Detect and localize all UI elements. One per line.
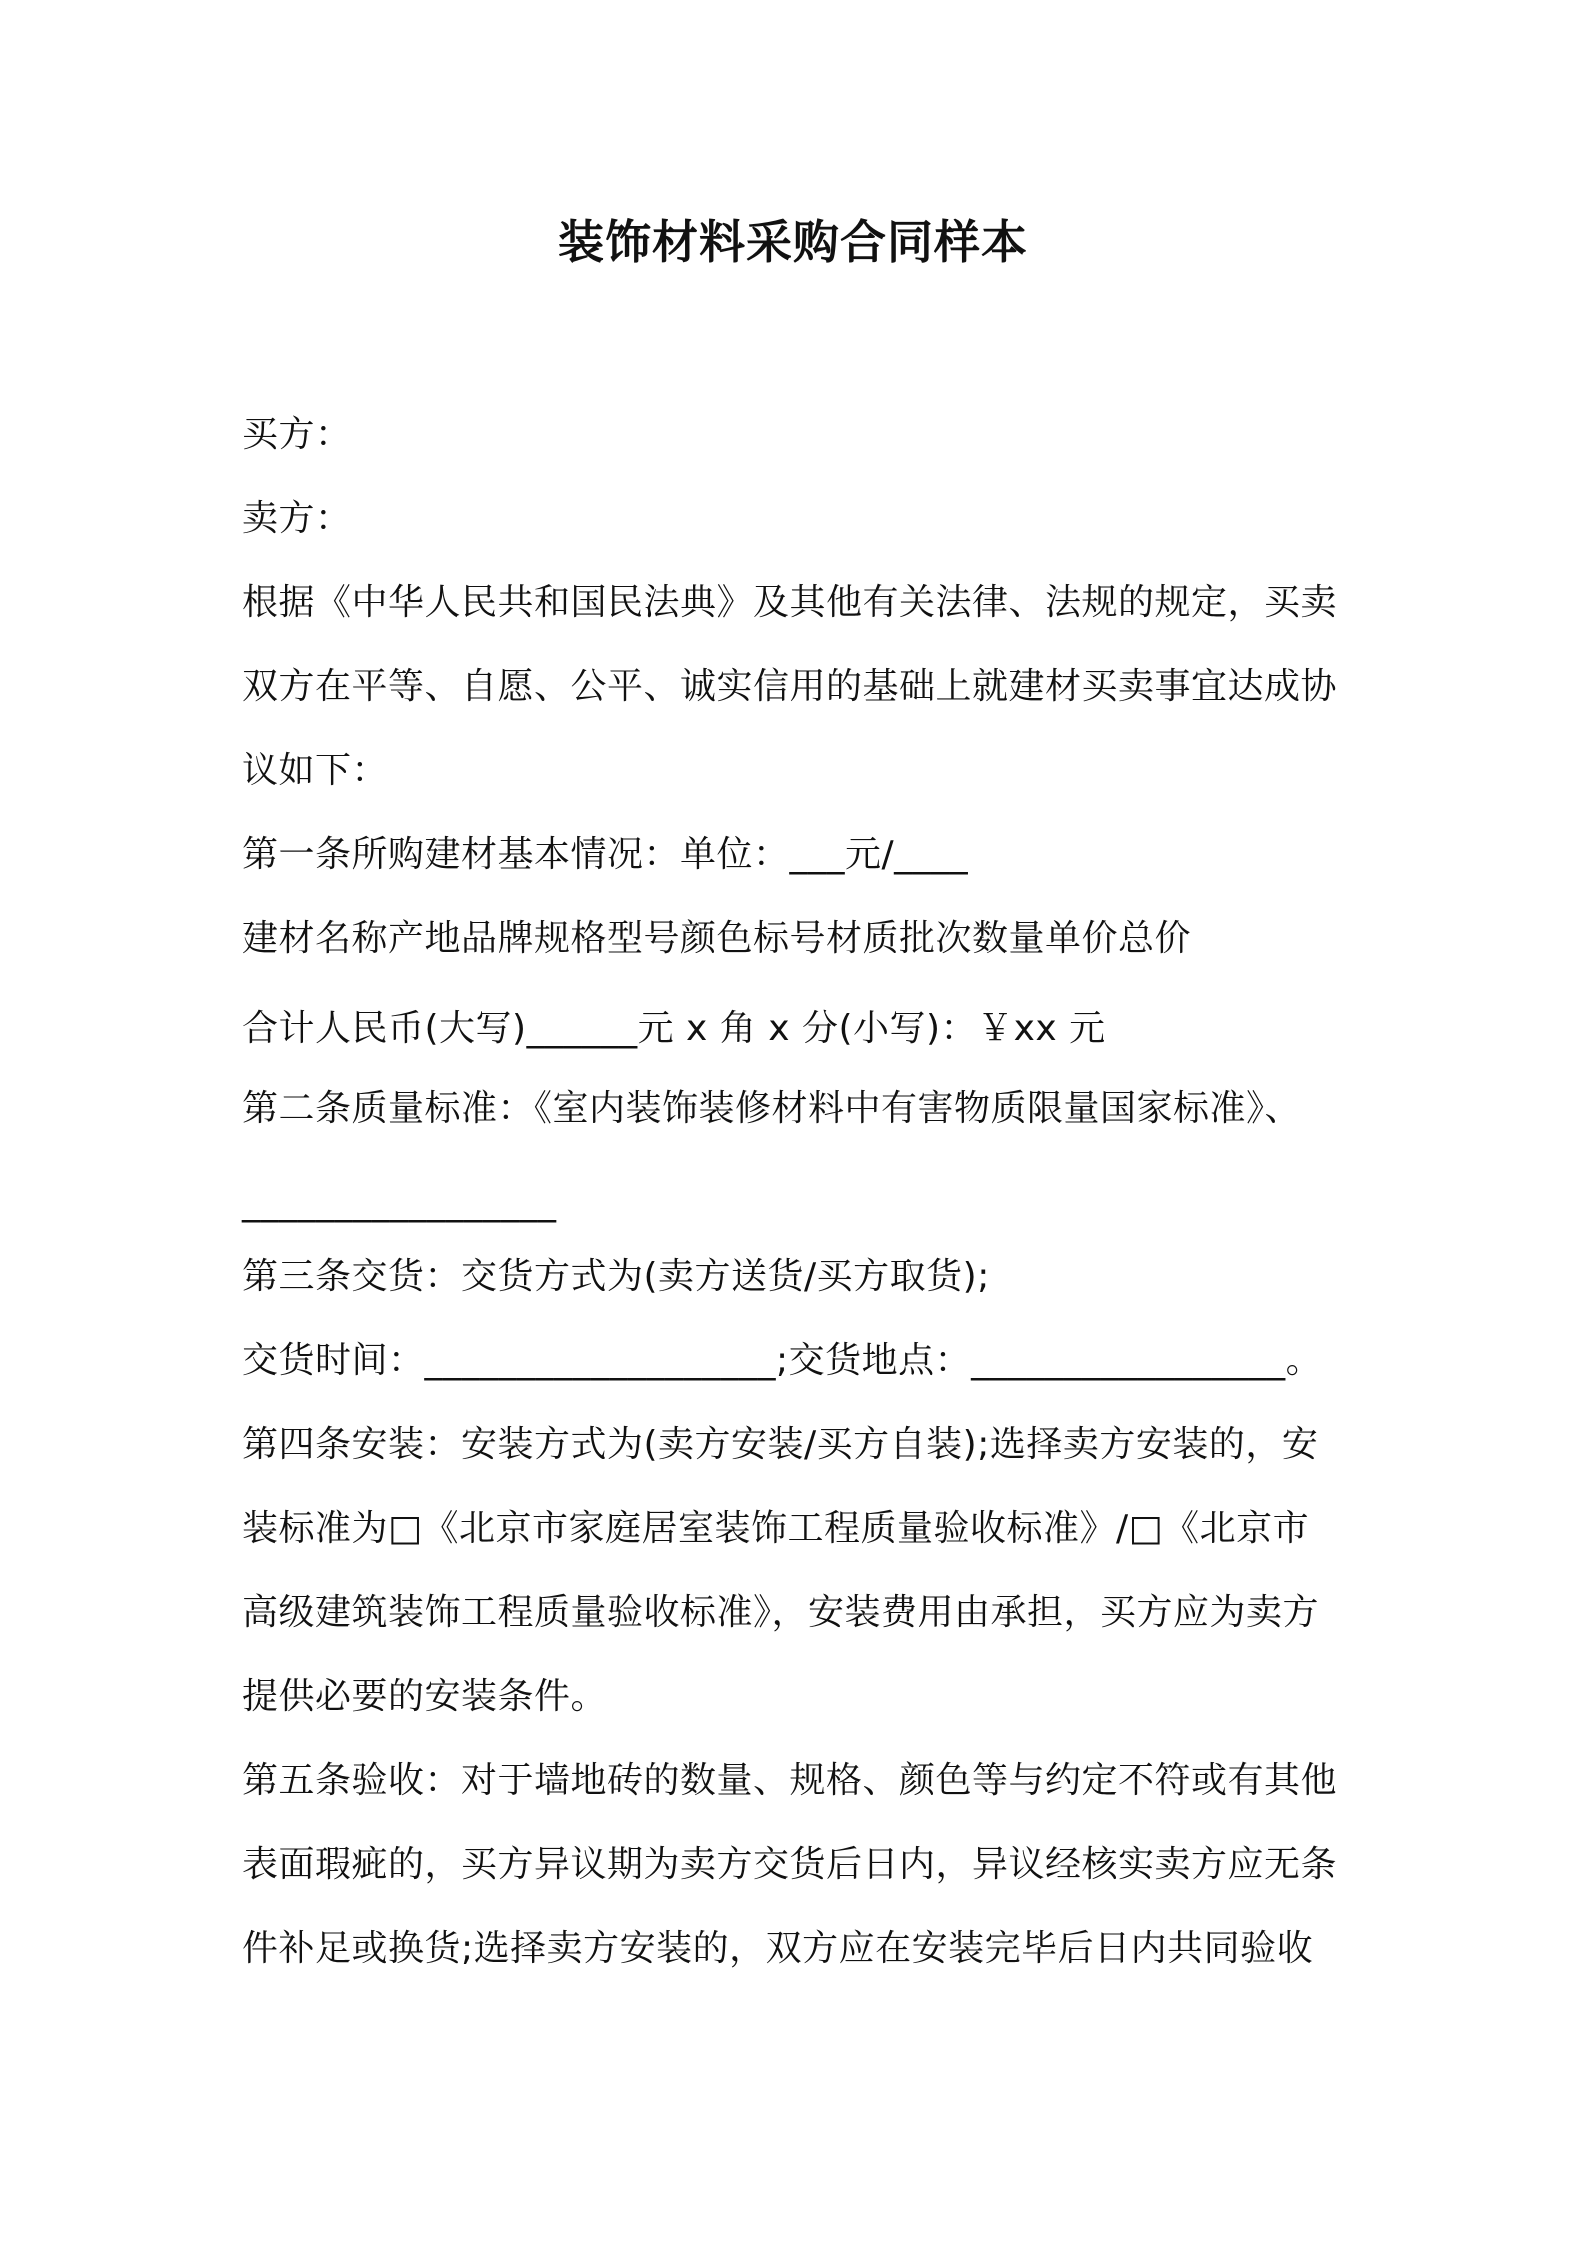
article-4-line-4: 提供必要的安装条件。 <box>242 1676 608 1717</box>
document-title: 装饰材料采购合同样本 <box>558 215 1028 269</box>
article-2-blank-line: _________________ <box>242 1182 557 1223</box>
article-2-line: 第二条质量标准：《室内装饰装修材料中有害物质限量国家标准》、 <box>242 1088 1302 1129</box>
article-4-line-1: 第四条安装：安装方式为(卖方安装/买方自装);选择卖方安装的，安 <box>242 1424 1319 1465</box>
article-4-line-3: 高级建筑装饰工程质量验收标准》，安装费用由承担，买方应为卖方 <box>242 1592 1320 1633</box>
delivery-time-place-line: 交货时间：___________________;交货地点：_________________。 <box>242 1340 1323 1381</box>
preamble-line-1: 根据《中华人民共和国民法典》及其他有关法律、法规的规定，买卖 <box>242 582 1338 623</box>
article-4-line-2: 装标准为□《北京市家庭居室装饰工程质量验收标准》/□《北京市 <box>242 1508 1310 1549</box>
material-columns-line: 建材名称产地品牌规格型号颜色标号材质批次数量单价总价 <box>242 918 1192 959</box>
preamble-line-2: 双方在平等、自愿、公平、诚实信用的基础上就建材买卖事宜达成协 <box>242 666 1338 707</box>
preamble-line-3: 议如下： <box>242 750 389 791</box>
seller-line: 卖方： <box>242 498 352 539</box>
article-5-line-2: 表面瑕疵的，买方异议期为卖方交货后日内，异议经核实卖方应无条 <box>242 1844 1338 1885</box>
article-5-line-3: 件补足或换货;选择卖方安装的，双方应在安装完毕后日内共同验收 <box>242 1928 1314 1969</box>
article-3-line: 第三条交货：交货方式为(卖方送货/买方取货); <box>242 1256 990 1297</box>
article-1-line: 第一条所购建材基本情况：单位：___元/____ <box>242 834 969 875</box>
article-5-line-1: 第五条验收：对于墙地砖的数量、规格、颜色等与约定不符或有其他 <box>242 1760 1338 1801</box>
buyer-line: 买方： <box>242 414 352 455</box>
total-amount-line: 合计人民币(大写)______元 x 角 x 分(小写)：￥xx 元 <box>242 1008 1106 1049</box>
